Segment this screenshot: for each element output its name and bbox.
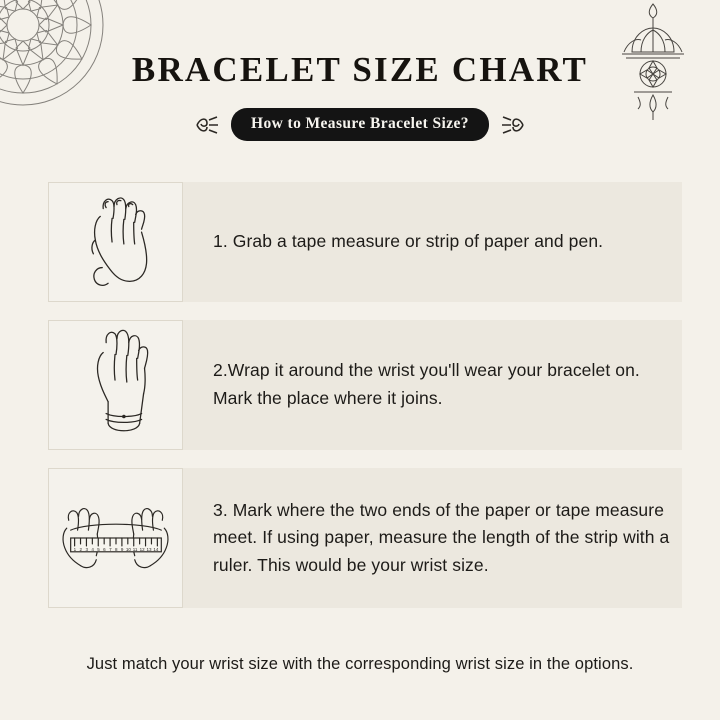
step-text: 1. Grab a tape measure or strip of paper and pen. bbox=[213, 231, 604, 252]
svg-text:3: 3 bbox=[85, 546, 88, 552]
svg-text:7: 7 bbox=[109, 546, 112, 552]
svg-text:12: 12 bbox=[139, 546, 145, 552]
step-text: 3. Mark where the two ends of the paper or tape measure meet. If using paper, measure the length of the strip with a ruler. This would be your wrist size. bbox=[213, 499, 670, 575]
list-item bbox=[0, 468, 720, 608]
hands-measuring-ruler-illustration bbox=[48, 468, 183, 608]
footer-note: Just match your wrist size with the corresponding wrist size in the options. bbox=[86, 655, 634, 673]
svg-text:14: 14 bbox=[153, 546, 159, 552]
svg-text:8: 8 bbox=[115, 546, 118, 552]
page-title: BRACELET SIZE CHART bbox=[131, 50, 589, 89]
svg-text:1: 1 bbox=[73, 546, 77, 552]
svg-text:13: 13 bbox=[146, 546, 152, 552]
flourish-left-icon bbox=[195, 114, 221, 136]
steps-list bbox=[0, 182, 720, 626]
svg-text:6: 6 bbox=[103, 546, 106, 552]
svg-text:10: 10 bbox=[125, 546, 131, 552]
subtitle-row bbox=[0, 108, 720, 141]
svg-text:9: 9 bbox=[120, 546, 124, 552]
subtitle-pill: How to Measure Bracelet Size? bbox=[231, 108, 489, 141]
svg-text:2: 2 bbox=[79, 546, 83, 552]
flourish-right-icon bbox=[499, 114, 525, 136]
list-item bbox=[0, 182, 720, 302]
svg-text:4: 4 bbox=[91, 546, 94, 552]
list-item bbox=[0, 320, 720, 450]
svg-text:5: 5 bbox=[97, 546, 100, 552]
step-text: 2.Wrap it around the wrist you'll wear your bracelet on. Mark the place where it joins. bbox=[213, 360, 640, 408]
hand-wrapped-tape-illustration bbox=[48, 320, 183, 450]
hand-fist-illustration bbox=[48, 182, 183, 302]
svg-text:11: 11 bbox=[132, 546, 138, 552]
